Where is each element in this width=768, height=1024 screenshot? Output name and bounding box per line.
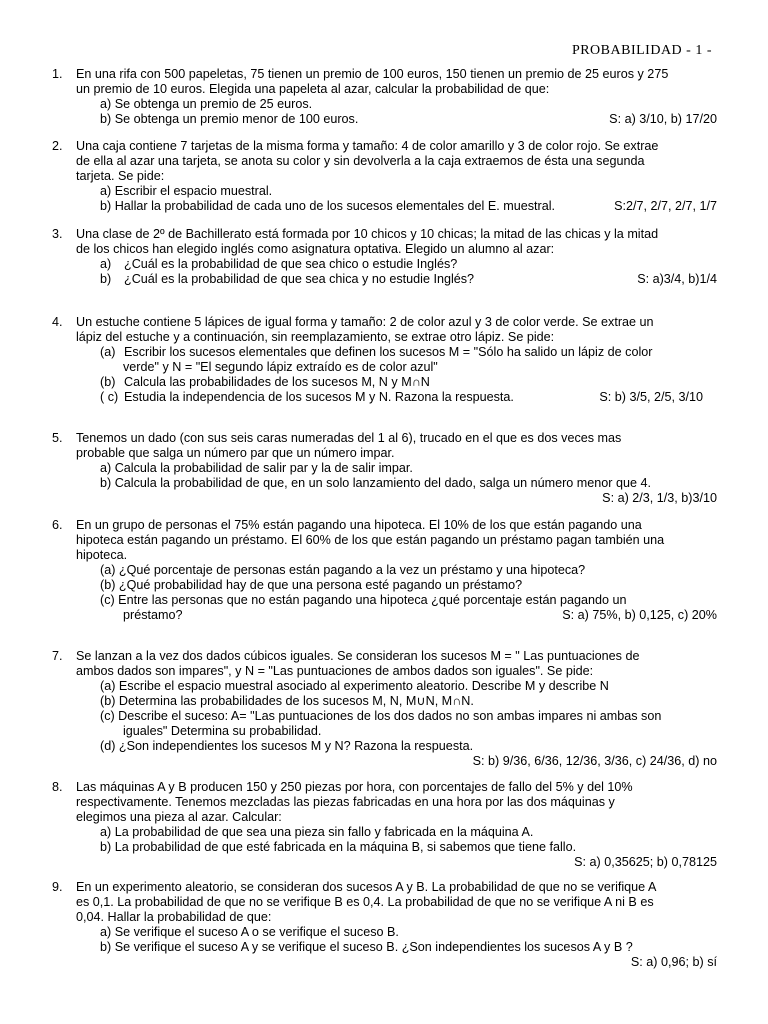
problem-body xyxy=(76,139,717,214)
statement-line: tarjeta. Se pide: xyxy=(76,169,165,183)
statement-line: un premio de 10 euros. Elegida una papeleta al azar, calcular la probabilidad de que: xyxy=(76,82,550,96)
question-b: Calcula las probabilidades de los sucesos M, N y M∩N xyxy=(124,375,430,389)
question-a-line xyxy=(76,345,717,360)
question-c-line xyxy=(76,390,717,405)
question-b-marker: (b) xyxy=(100,375,116,389)
question-a-continuation: verde" y N = "El segundo lápiz extraído es de color azul" xyxy=(123,360,438,374)
question-b: b) Calcula la probabilidad de que, en un solo lanzamiento del dado, salga un número menor que 4. xyxy=(100,476,651,490)
statement-line: es 0,1. La probabilidad de que no se verifique B es 0,4. La probabilidad de que no se verifique A ni B es xyxy=(76,895,654,909)
question-b-line xyxy=(76,375,717,390)
statement-line: Se lanzan a la vez dos dados cúbicos iguales. Se consideran los sucesos M = " Las puntuaciones de xyxy=(76,649,640,663)
question-c-continuation: iguales" Determina su probabilidad. xyxy=(123,724,322,738)
problem-number: 5. xyxy=(52,431,63,445)
solution: S: a) 2/3, 1/3, b)3/10 xyxy=(602,491,717,505)
statement-line: hipoteca están pagando un préstamo. El 60% de los que están pagando un préstamo pagan también una xyxy=(76,533,665,547)
statement-line: hipoteca. xyxy=(76,548,128,562)
solution: S: a) 3/10, b) 17/20 xyxy=(609,112,717,126)
question-a: a) La probabilidad de que sea una pieza sin fallo y fabricada en la máquina A. xyxy=(100,825,534,839)
question-a: (a) Escribe el espacio muestral asociado al experimento aleatorio. Describe M y describe N xyxy=(100,679,609,693)
problem-7 xyxy=(52,649,717,769)
question-b: b) La probabilidad de que esté fabricada en la máquina B, si sabemos que tiene fallo. xyxy=(100,840,577,854)
question-a: (a) ¿Qué porcentaje de personas están pagando a la vez un préstamo y una hipoteca? xyxy=(100,563,586,577)
solution: S: b) 9/36, 6/36, 12/36, 3/36, c) 24/36, d) no xyxy=(472,754,717,768)
question-b: b) Hallar la probabilidad de cada uno de los sucesos elementales del E. muestral. xyxy=(100,199,556,213)
problem-2 xyxy=(52,139,717,214)
problem-number: 1. xyxy=(52,67,63,81)
solution: S:2/7, 2/7, 2/7, 1/7 xyxy=(614,199,717,213)
question-a-line xyxy=(76,257,717,272)
question-a: a) Calcula la probabilidad de salir par y la de salir impar. xyxy=(100,461,413,475)
solution: S: a)3/4, b)1/4 xyxy=(637,272,717,286)
problem-number: 3. xyxy=(52,227,63,241)
question-c-marker: ( c) xyxy=(100,390,119,404)
question-a: Escribir los sucesos elementales que definen los sucesos M = "Sólo ha salido un lápiz de color xyxy=(124,345,653,359)
problem-8 xyxy=(52,780,717,870)
problem-number: 7. xyxy=(52,649,63,663)
problem-number: 8. xyxy=(52,780,63,794)
solution: S: a) 75%, b) 0,125, c) 20% xyxy=(562,608,717,622)
problem-5 xyxy=(52,431,717,506)
problem-1 xyxy=(52,67,717,127)
question-b-line xyxy=(76,272,717,287)
problem-body xyxy=(76,227,717,287)
solution: S: a) 0,35625; b) 0,78125 xyxy=(574,855,717,869)
question-c-continuation: préstamo? xyxy=(123,608,183,622)
question-b-marker: b) xyxy=(100,272,112,286)
question-a-marker: (a) xyxy=(100,345,116,359)
problem-number: 6. xyxy=(52,518,63,532)
question-a: a) Se verifique el suceso A o se verifique el suceso B. xyxy=(100,925,399,939)
statement-line: respectivamente. Tenemos mezcladas las piezas fabricadas en una hora por las dos máquinas y xyxy=(76,795,615,809)
problem-body xyxy=(76,649,717,769)
question-b: b) Se obtenga un premio menor de 100 euros. xyxy=(100,112,359,126)
question-b: ¿Cuál es la probabilidad de que sea chica y no estudie Inglés? xyxy=(124,272,475,286)
statement-line: elegimos una pieza al azar. Calcular: xyxy=(76,810,282,824)
statement-line: 0,04. Hallar la probabilidad de que: xyxy=(76,910,272,924)
question-c-continuation-line xyxy=(76,608,717,623)
statement-line: de los chicos han elegido inglés como asignatura optativa. Elegido un alumno al azar: xyxy=(76,242,555,256)
problem-body xyxy=(76,780,717,870)
problem-body xyxy=(76,431,717,506)
problem-body xyxy=(76,518,717,623)
question-b: (b) ¿Qué probabilidad hay de que una persona esté pagando un préstamo? xyxy=(100,578,523,592)
question-b: (b) Determina las probabilidades de los sucesos M, N, M∪N, M∩N. xyxy=(100,694,474,708)
question-b: b) Se verifique el suceso A y se verifique el suceso B. ¿Son independientes los sucesos A y B ? xyxy=(100,940,633,954)
problem-3 xyxy=(52,227,717,287)
statement-line: Las máquinas A y B producen 150 y 250 piezas por hora, con porcentajes de fallo del 5% y del 10% xyxy=(76,780,633,794)
question-b-line xyxy=(76,199,717,214)
solution: S: b) 3/5, 2/5, 3/10 xyxy=(599,390,703,404)
problem-body xyxy=(76,315,717,405)
solution: S: a) 0,96; b) sí xyxy=(630,955,717,969)
question-a-marker: a) xyxy=(100,257,112,271)
statement-line: ambos dados son impares", y N = "Las puntuaciones de ambos dados son iguales". Se pide: xyxy=(76,664,594,678)
problem-body xyxy=(76,67,717,127)
statement-line: lápiz del estuche y a continuación, sin reemplazamiento, se extrae otro lápiz. Se pide: xyxy=(76,330,555,344)
problem-number: 9. xyxy=(52,880,63,894)
problem-number: 2. xyxy=(52,139,63,153)
statement-line: En una rifa con 500 papeletas, 75 tienen un premio de 100 euros, 150 tienen un premio de 25 euros y 275 xyxy=(76,67,669,81)
statement-line: Una clase de 2º de Bachillerato está formada por 10 chicos y 10 chicas; la mitad de las chicas y la mitad xyxy=(76,227,659,241)
question-b-line xyxy=(76,112,717,127)
statement-line: Tenemos un dado (con sus seis caras numeradas del 1 al 6), trucado en el que es dos veces mas xyxy=(76,431,622,445)
page-header: PROBABILIDAD - 1 - xyxy=(571,43,712,58)
problem-4 xyxy=(52,315,717,405)
question-c: Estudia la independencia de los sucesos M y N. Razona la respuesta. xyxy=(124,390,514,404)
question-c: (c) Describe el suceso: A= "Las puntuaciones de los dos dados no son ambas impares ni ambas son xyxy=(100,709,662,723)
problem-number: 4. xyxy=(52,315,63,329)
question-a: ¿Cuál es la probabilidad de que sea chico o estudie Inglés? xyxy=(124,257,458,271)
problem-6 xyxy=(52,518,717,623)
statement-line: En un experimento aleatorio, se consideran dos sucesos A y B. La probabilidad de que no se verifique A xyxy=(76,880,657,894)
question-a: a) Escribir el espacio muestral. xyxy=(100,184,273,198)
statement-line: Un estuche contiene 5 lápices de igual forma y tamaño: 2 de color azul y 3 de color verde. Se extrae un xyxy=(76,315,654,329)
statement-line: Una caja contiene 7 tarjetas de la misma forma y tamaño: 4 de color amarillo y 3 de color rojo. Se extrae xyxy=(76,139,659,153)
statement-line: probable que salga un número par que un número impar. xyxy=(76,446,395,460)
problem-9 xyxy=(52,880,717,970)
question-c: (c) Entre las personas que no están pagando una hipoteca ¿qué porcentaje están pagando un xyxy=(100,593,627,607)
problem-body xyxy=(76,880,717,970)
question-a: a) Se obtenga un premio de 25 euros. xyxy=(100,97,313,111)
statement-line: de ella al azar una tarjeta, se anota su color y sin devolverla a la caja extraemos de ésta una segunda xyxy=(76,154,645,168)
question-d: (d) ¿Son independientes los sucesos M y N? Razona la respuesta. xyxy=(100,739,474,753)
statement-line: En un grupo de personas el 75% están pagando una hipoteca. El 10% de los que están pagando una xyxy=(76,518,642,532)
